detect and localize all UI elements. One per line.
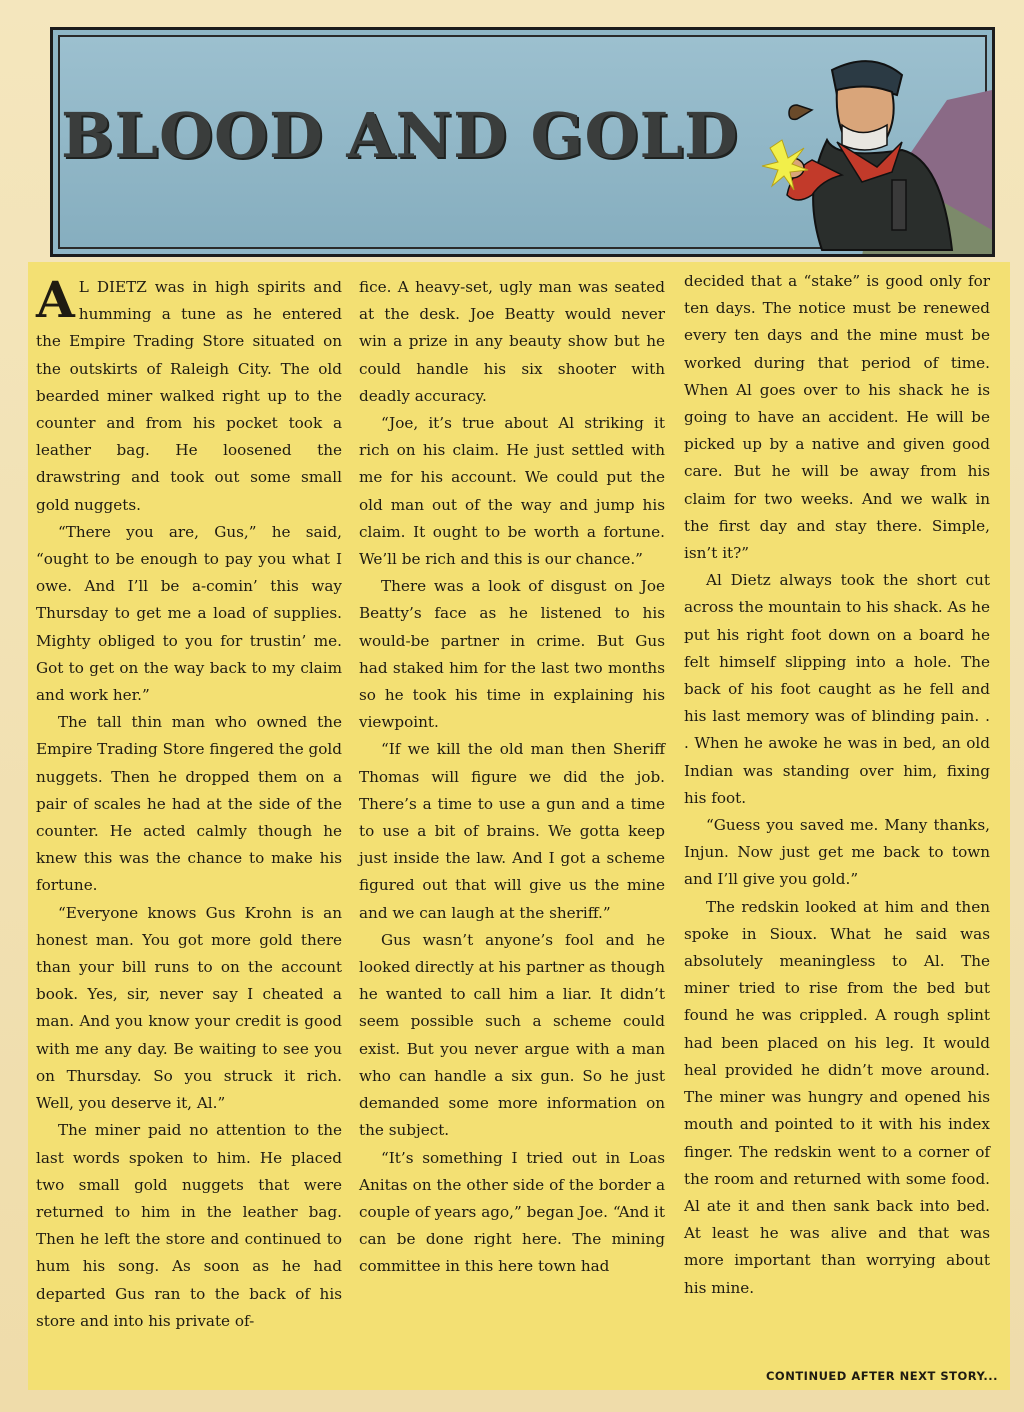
paragraph: There was a look of disgust on Joe Beatty’s face as he listened to his would-be partner in crime. But Gus had staked him for the last two months so he took his time in explaining his viewpoint. — [359, 577, 665, 732]
paragraph: A L DIETZ was in high spirits and humming a tune as he entered the Empire Trading Store situated on the outskirts of Raleigh City. The old bearded miner walked right up to the counter and from his pocket took a leather bag. He loosened the drawstring and took out some small gold nuggets. — [36, 270, 342, 514]
paragraph: The miner paid no attention to the last words spoken to him. He placed two small gold nuggets that were returned to him in the leather bag. Then he left the store and continued to hum his song. As soon as he had departed Gus ran to the back of his store and into his private of- — [36, 1121, 342, 1330]
title-panel — [50, 27, 995, 257]
paragraph: The redskin looked at him and then spoke in Sioux. What he said was absolutely meaningless to Al. The miner tried to rise from the bed but found he was crippled. A rough splint had been placed on his leg. It would heal provided he didn’t move around. The miner was hungry and opened his mouth and pointed to it with his index finger. The redskin went to a corner of the room and returned with some food. Al ate it and then sank back into bed. At least he was alive and that was more important than worrying about his mine. — [684, 897, 990, 1297]
text-column-2 — [359, 274, 665, 1281]
paragraph: “Guess you saved me. Many thanks, Injun. Now just get me back to town and I’ll give you gold.” — [684, 816, 990, 889]
paragraph: The tall thin man who owned the Empire Trading Store fingered the gold nuggets. Then he dropped them on a pair of scales he had at the side of the counter. He acted calmly though he knew this was the chance to make his fortune. — [36, 713, 342, 895]
paragraph: Al Dietz always took the short cut across the mountain to his shack. As he put his right foot down on a board he felt himself slipping into a hole. The back of his foot caught as he fell and his last memory was of blinding pain. . . When he awoke he was in bed, an old Indian was standing over him, fixing his foot. — [684, 571, 990, 807]
drop-cap: A — [36, 270, 75, 329]
paragraph: “Everyone knows Gus Krohn is an honest man. You got more gold there than your bill runs to on the account book. Yes, sir, never say I cheated a man. And you know your credit is good with me any day. Be waiting to see you on Thursday. So you struck it rich. Well, you deserve it, Al.” — [36, 903, 342, 1113]
paragraph: “There you are, Gus,” he said, “ought to be enough to pay you what I owe. And I’ll be a-comin’ this way Thursday to get me a load of supplies. Mighty obliged to you for trustin’ me. Got to get on the way back to my claim and work her.” — [36, 522, 342, 705]
paragraph: decided that a “stake” is good only for ten days. The notice must be renewed every ten days and the mine must be worked during that period of time. When Al goes over to his shack he is going to have an accident. He will be picked up by a native and given good care. But he will be away from his claim for two weeks. And we walk in the first day and stay there. Simple, isn’t it?” — [684, 272, 990, 563]
text-column-3 — [684, 268, 990, 1302]
paragraph: fice. A heavy-set, ugly man was seated at the desk. Joe Beatty would never win a prize in any beauty show but he could handle his six shooter with deadly accuracy. — [359, 278, 665, 405]
continued-notice: CONTINUED AFTER NEXT STORY... — [765, 1369, 998, 1383]
miner-illustration — [742, 30, 992, 256]
paragraph: “It’s something I tried out in Loas Anitas on the other side of the border a couple of years ago,” began Joe. “And it can be done right here. The mining committee in this here town had — [359, 1148, 665, 1276]
paragraph: “If we kill the old man then Sheriff Thomas will figure we did the job. There’s a time to use a gun and a time to use a bit of brains. We gotta keep just inside the law. And I got a scheme figured out that will give us the mine and we can laugh at the sheriff.” — [359, 740, 665, 922]
text-column-1 — [36, 270, 342, 1335]
story-body — [28, 262, 1010, 1390]
paragraph: Gus wasn’t anyone’s fool and he looked directly at his partner as though he wanted to call him a liar. It didn’t seem possible such a scheme could exist. But you never argue with a man who can handle a six gun. So he just demanded some more information on the subject. — [359, 930, 665, 1140]
paragraph: “Joe, it’s true about Al striking it rich on his claim. He just settled with me for his account. We could put the old man out of the way and jump his claim. It ought to be worth a fortune. We’ll be rich and this is our chance.” — [359, 414, 665, 569]
story-title: BLOOD AND GOLD — [61, 99, 739, 172]
